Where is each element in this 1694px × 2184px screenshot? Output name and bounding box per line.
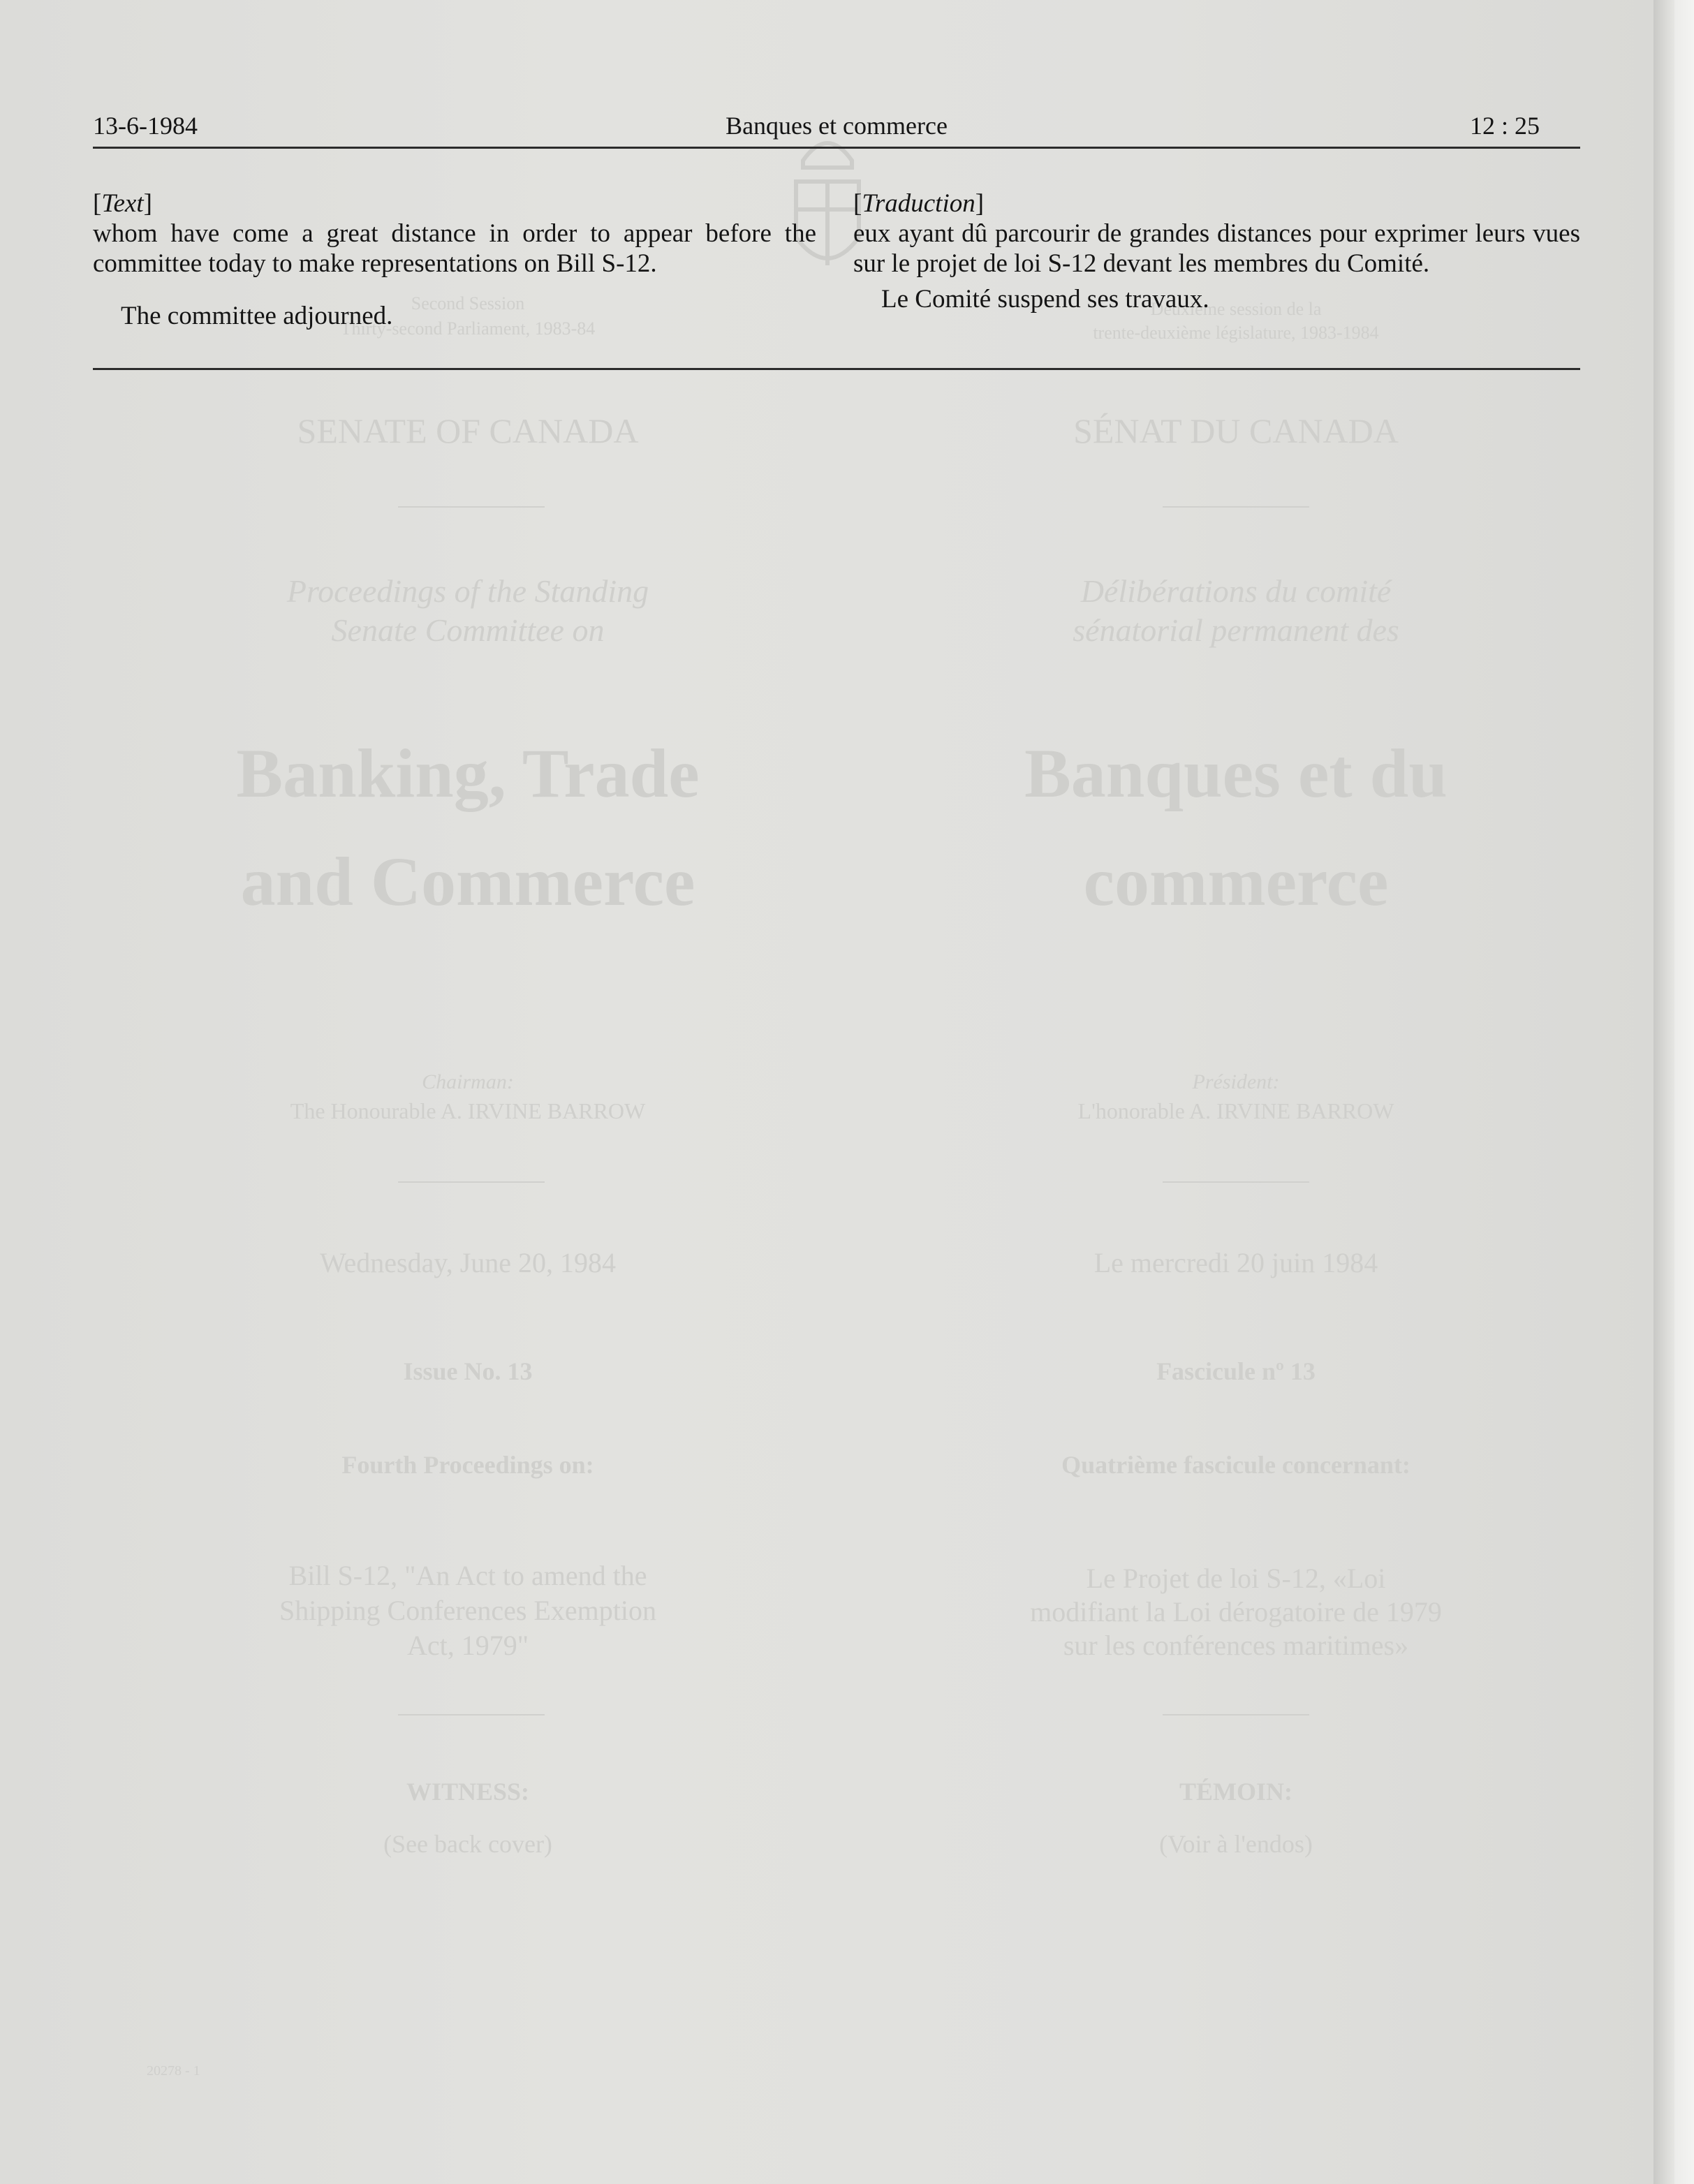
- page-edge: [1654, 0, 1674, 2184]
- ghost-left-proceedings-on: Fourth Proceedings on:: [341, 1451, 594, 1479]
- ghost-right-rule-3: [1163, 1714, 1309, 1716]
- ghost-left-chair-role: Chairman:: [422, 1070, 514, 1093]
- ghost-left-date: Wednesday, June 20, 1984: [319, 1247, 617, 1278]
- ghost-left-issue: Issue No. 13: [403, 1357, 533, 1385]
- ghost-right-issue: Fascicule nº 13: [1156, 1357, 1316, 1385]
- french-paragraph-2: Le Comité suspend ses travaux.: [881, 285, 1209, 313]
- ghost-right-bill-3: sur les conférences maritimes»: [1063, 1630, 1409, 1661]
- ghost-right-witness: TÉMOIN:: [1179, 1778, 1292, 1806]
- ghost-print-code: 20278 - 1: [147, 2063, 200, 2079]
- ghost-right-proceedings-on: Quatrième fascicule concernant:: [1061, 1451, 1411, 1479]
- ghost-right-chair-name: L'honorable A. IRVINE BARROW: [1077, 1098, 1394, 1123]
- english-tag-word: Text: [101, 189, 144, 218]
- ghost-left-bill-2: Shipping Conferences Exemption: [279, 1595, 656, 1626]
- ghost-left-rule-1: [398, 506, 545, 508]
- english-column: [93, 189, 816, 331]
- ghost-right-session: Deuxième session de la: [1150, 299, 1322, 319]
- ghost-right-rule-2: [1163, 1181, 1309, 1183]
- ghost-right-proceedings-1: Délibérations du comité: [1080, 573, 1392, 609]
- ghost-right-chair-role: Président:: [1192, 1070, 1280, 1093]
- ghost-right-see-back: (Voir à l'endos): [1159, 1830, 1313, 1858]
- header-rule: [93, 147, 1580, 149]
- ghost-right-parliament: trente-deuxième législature, 1983-1984: [1093, 323, 1379, 343]
- ghost-left-chair-name: The Honourable A. IRVINE BARROW: [290, 1098, 646, 1123]
- french-column: [853, 189, 1580, 314]
- english-paragraph-2: The committee adjourned.: [121, 302, 393, 330]
- ghost-right-proceedings-2: sénatorial permanent des: [1073, 612, 1399, 648]
- ghost-right-rule-1: [1163, 506, 1309, 508]
- ghost-left-proceedings-1: Proceedings of the Standing: [286, 573, 649, 609]
- ghost-right-house: SÉNAT DU CANADA: [1073, 411, 1399, 450]
- english-tag: [Text]: [93, 189, 152, 218]
- header-date: 13-6-1984: [93, 112, 198, 140]
- ghost-right-bill-1: Le Projet de loi S-12, «Loi: [1086, 1563, 1386, 1594]
- french-tag-word: Traduction: [862, 189, 975, 218]
- french-paragraph-1: eux ayant dû parcourir de grandes distances pour exprimer leurs vues sur le projet de loi S-12 devant les membres du Comité.: [853, 219, 1580, 278]
- ghost-left-witness: WITNESS:: [406, 1778, 530, 1806]
- english-paragraph-1: whom have come a great distance in order to appear before the committee today to make representations on Bill S-12.: [93, 219, 816, 278]
- ghost-right-bill-2: modifiant la Loi dérogatoire de 1979: [1030, 1596, 1442, 1628]
- ghost-left-committee-2: and Commerce: [240, 843, 695, 920]
- ghost-left-see-back: (See back cover): [383, 1830, 552, 1858]
- ghost-left-house: SENATE OF CANADA: [297, 411, 639, 450]
- header-title: Banques et commerce: [726, 112, 948, 140]
- ghost-left-rule-2: [398, 1181, 545, 1183]
- ghost-left-committee-1: Banking, Trade: [236, 735, 700, 812]
- ghost-left-session: Second Session: [411, 293, 525, 313]
- ghost-left-rule-3: [398, 1714, 545, 1716]
- end-rule: [93, 368, 1580, 370]
- header-page-number: 12 : 25: [1469, 112, 1540, 140]
- ghost-left-bill-3: Act, 1979": [406, 1630, 529, 1661]
- ghost-right-committee-2: commerce: [1083, 843, 1389, 920]
- ghost-right-committee-1: Banques et du: [1024, 735, 1448, 812]
- ghost-left-proceedings-2: Senate Committee on: [331, 612, 605, 648]
- page-edge-outer: [1674, 0, 1694, 2184]
- ghost-left-bill-1: Bill S-12, "An Act to amend the: [288, 1560, 647, 1591]
- ghost-right-date: Le mercredi 20 juin 1984: [1093, 1247, 1378, 1278]
- ghost-left-parliament: Thirty-second Parliament, 1983-84: [340, 318, 596, 339]
- french-tag: [Traduction]: [853, 189, 985, 218]
